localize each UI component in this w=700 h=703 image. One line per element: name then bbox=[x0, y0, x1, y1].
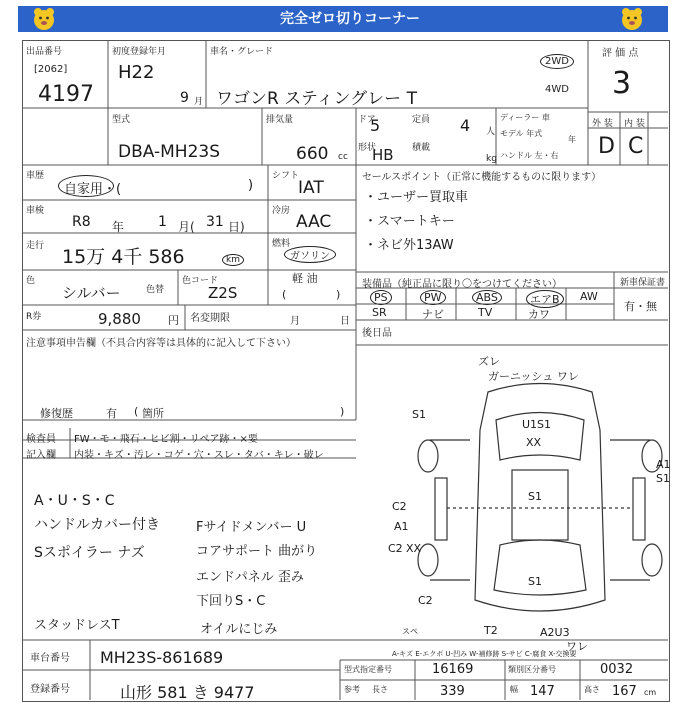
diag-mark-s1-trunk: S1 bbox=[528, 575, 542, 588]
score-int-label: 内 装 bbox=[624, 119, 645, 129]
equipment-airbag: エアB bbox=[526, 290, 564, 308]
color-code-label: 色コード bbox=[182, 276, 219, 286]
recycle-label: R券 bbox=[26, 312, 42, 322]
load-label: 積載 bbox=[412, 143, 431, 153]
inspection-era: R8 bbox=[72, 214, 91, 230]
registration-month-unit: 月 bbox=[194, 97, 204, 107]
inspection-label: 車検 bbox=[26, 206, 45, 216]
handwritten-line-8: スタッドレスT bbox=[34, 618, 120, 633]
score-label: 評 価 点 bbox=[602, 48, 639, 59]
shape-value: HB bbox=[372, 146, 394, 164]
history-close: ) bbox=[248, 178, 254, 193]
drive-2wd-circled: 2WD bbox=[540, 54, 574, 69]
recycle-value: 9,880 bbox=[98, 310, 141, 328]
equipment-pw: PW bbox=[420, 290, 446, 305]
repair-place: 箇所 bbox=[142, 407, 164, 420]
inspection-day-unit: 日) bbox=[228, 220, 245, 234]
sales-point-3: ・ネビ外13AW bbox=[364, 238, 454, 253]
diag-mark-xx-hood: XX bbox=[526, 436, 542, 449]
repair-close: ) bbox=[340, 405, 345, 418]
spec-class-code: 0032 bbox=[600, 662, 634, 677]
dealer-label: ディーラー 車 bbox=[500, 113, 550, 122]
fuel-paren-right: ) bbox=[336, 288, 341, 301]
diag-mark-s1-right: S1 bbox=[656, 472, 670, 485]
plate-value: 山形 581 き 9477 bbox=[120, 683, 255, 702]
car-name: ワゴンR スティングレー T bbox=[216, 89, 417, 109]
shift-value: IAT bbox=[298, 178, 324, 198]
diag-mark-c2-left: C2 bbox=[392, 500, 407, 513]
mileage-unit: km bbox=[222, 254, 244, 266]
sales-point-1: ・ユーザー買取車 bbox=[364, 190, 469, 205]
model-year-unit: 年 bbox=[568, 135, 576, 144]
diag-mark-s1-roof: S1 bbox=[528, 490, 542, 503]
handwritten-line-6: エンドパネル 歪み bbox=[196, 570, 304, 585]
spec-unit: cm bbox=[644, 688, 657, 697]
history-value: 自家用・( bbox=[64, 182, 122, 197]
engine-value: 660 bbox=[296, 144, 329, 164]
aircon-label: 冷房 bbox=[272, 206, 291, 216]
handwritten-line-3: Sスポイラー ナズ bbox=[34, 545, 145, 561]
mileage-label: 走行 bbox=[26, 241, 45, 251]
score-int: C bbox=[628, 134, 644, 159]
lot-number: 4197 bbox=[38, 82, 94, 107]
equipment-leather: カワ bbox=[528, 308, 550, 321]
registration-month: 9 bbox=[180, 90, 189, 106]
model-value: DBA-MH23S bbox=[118, 142, 221, 162]
engine-label: 排気量 bbox=[266, 115, 294, 125]
inspector-row-interior: 内装・キズ・汚レ・コゲ・穴・スレ・タバ・キレ・破レ bbox=[74, 450, 324, 461]
spec-model-code-label: 型式指定番号 bbox=[344, 665, 392, 674]
color-value: シルバー bbox=[62, 284, 121, 302]
spec-class-code-label: 類別区分番号 bbox=[508, 665, 556, 674]
diag-mark-u1s1: U1S1 bbox=[522, 418, 552, 431]
score-ext: D bbox=[598, 134, 615, 159]
fuel-label: 燃料 bbox=[272, 239, 291, 249]
drive-4wd: 4WD bbox=[545, 84, 569, 95]
diag-mark-xx-left: XX bbox=[406, 542, 422, 555]
doors-label: ドア bbox=[358, 115, 376, 125]
load-unit: kg bbox=[486, 154, 497, 164]
equipment-tv: TV bbox=[478, 306, 493, 319]
doors-value: 5 bbox=[370, 116, 381, 135]
model-year-label: モデル 年式 bbox=[500, 129, 543, 138]
score-value: 3 bbox=[612, 66, 632, 101]
spec-width-label: 幅 bbox=[510, 685, 518, 694]
chassis-label: 車台番号 bbox=[30, 653, 70, 664]
lot-label: 出品番号 bbox=[26, 47, 63, 57]
handwritten-line-7: 下回りS・C bbox=[196, 594, 266, 609]
color-label: 色 bbox=[26, 276, 36, 286]
inspector-row-exterior: FW・モ・飛石・ヒビ割・リペア跡・×要 bbox=[74, 434, 258, 445]
equipment-abs: ABS bbox=[472, 290, 502, 305]
diag-mark-c2-left-2: C2 bbox=[388, 542, 403, 555]
spec-width: 147 bbox=[530, 684, 555, 699]
registration-label: 初度登録年月 bbox=[112, 47, 167, 57]
repair-value: 有 bbox=[106, 407, 117, 420]
inspection-month-unit: 月( bbox=[178, 220, 195, 234]
diag-mark-s1-front: S1 bbox=[412, 408, 426, 421]
handle-label: ハンドル 左・右 bbox=[500, 151, 559, 160]
diag-mark-spare: スペ bbox=[402, 627, 418, 636]
history-label: 車歴 bbox=[26, 171, 45, 181]
warranty-label: 新車保証書 bbox=[620, 278, 666, 288]
notes-label: 注意事項申告欄（不具合内容等は具体的に記入して下さい） bbox=[26, 338, 296, 349]
sales-points-label: セールスポイント（正常に機能するものに限ります） bbox=[362, 172, 602, 183]
plate-label: 登録番号 bbox=[30, 684, 70, 695]
fuel-paren-left: ( bbox=[282, 288, 287, 301]
spec-height-label: 高さ bbox=[584, 685, 600, 694]
diag-mark-garnish: ガーニッシュ ワレ bbox=[488, 370, 579, 383]
shift-label: シフト bbox=[272, 171, 300, 181]
color-code: Z2S bbox=[208, 284, 238, 302]
shape-label: 形状 bbox=[358, 143, 377, 153]
equipment-sr: SR bbox=[372, 306, 387, 319]
equipment-navi: ナビ bbox=[422, 308, 444, 321]
inspection-year-unit: 年 bbox=[112, 220, 125, 234]
diag-mark-c2-rear: C2 bbox=[418, 594, 433, 607]
spec-height: 167 bbox=[612, 684, 637, 699]
score-ext-label: 外 装 bbox=[592, 119, 613, 129]
handwritten-line-4: Fサイドメンバー U bbox=[196, 520, 307, 535]
chassis-value: MH23S-861689 bbox=[100, 648, 224, 667]
equipment-ps: PS bbox=[370, 290, 392, 305]
warranty-value: 有・無 bbox=[624, 300, 657, 313]
rear-items-label: 後日品 bbox=[362, 328, 392, 339]
diag-mark-a1-right: A1 bbox=[656, 458, 671, 471]
spec-model-code: 16169 bbox=[432, 662, 474, 677]
diag-mark-t2: T2 bbox=[484, 624, 498, 637]
title-deadline-month: 月 bbox=[290, 316, 300, 327]
diag-mark-a1-left: A1 bbox=[394, 520, 409, 533]
seats-label: 定員 bbox=[412, 115, 431, 125]
repair-paren: ( bbox=[134, 405, 139, 418]
spec-length-label: 長さ bbox=[372, 685, 388, 694]
title-deadline-day: 日 bbox=[340, 316, 350, 327]
fuel-gasoline-circled: ガソリン bbox=[284, 246, 336, 263]
car-name-label: 車名・グレード bbox=[210, 47, 274, 57]
handwritten-line-5: コアサポート 曲がり bbox=[196, 544, 318, 559]
seats-value: 4 bbox=[460, 116, 471, 135]
engine-unit: cc bbox=[338, 152, 348, 162]
inspection-month: 1 bbox=[158, 214, 167, 230]
lot-sub: [2062] bbox=[34, 64, 68, 75]
color-change-label: 色替 bbox=[146, 285, 165, 295]
seats-unit: 人 bbox=[486, 127, 496, 137]
spec-length: 339 bbox=[440, 684, 465, 699]
inspector-entry-label: 記入欄 bbox=[26, 450, 56, 461]
diagram-legend: A-キズ E-エクボ U-凹み W-補修跡 S-サビ C-腐食 X-交換要 bbox=[392, 650, 577, 658]
repair-label: 修復歴 bbox=[40, 407, 73, 420]
diag-mark-a2u3: A2U3 bbox=[540, 626, 570, 639]
handwritten-line-1: A・U・S・C bbox=[34, 493, 115, 509]
title-deadline-label: 名変期限 bbox=[190, 313, 230, 324]
recycle-unit: 円 bbox=[168, 314, 179, 327]
handwritten-line-9: オイルにじみ bbox=[200, 622, 278, 637]
model-label: 型式 bbox=[112, 115, 131, 125]
inspection-day: 31 bbox=[206, 214, 224, 230]
spec-ref-label: 参考 bbox=[344, 685, 360, 694]
diag-mark-ware-rear: ワレ bbox=[566, 640, 588, 653]
sales-point-2: ・スマートキー bbox=[364, 214, 455, 229]
mileage-value: 15万 4千 586 bbox=[62, 246, 185, 268]
registration-era-year: H22 bbox=[118, 62, 155, 83]
equipment-aw: AW bbox=[580, 290, 598, 303]
handwritten-line-2: ハンドルカバー付き bbox=[34, 517, 160, 533]
inspector-label: 検査員 bbox=[26, 434, 56, 445]
page-title: 完全ゼロ切りコーナー bbox=[280, 11, 420, 27]
aircon-value: AAC bbox=[296, 212, 332, 232]
diag-mark-zure: ズレ bbox=[478, 355, 500, 368]
fuel-diesel: 軽 油 bbox=[292, 272, 318, 285]
equipment-label: 装備品（純正品に限り〇をつけてください） bbox=[362, 279, 562, 290]
